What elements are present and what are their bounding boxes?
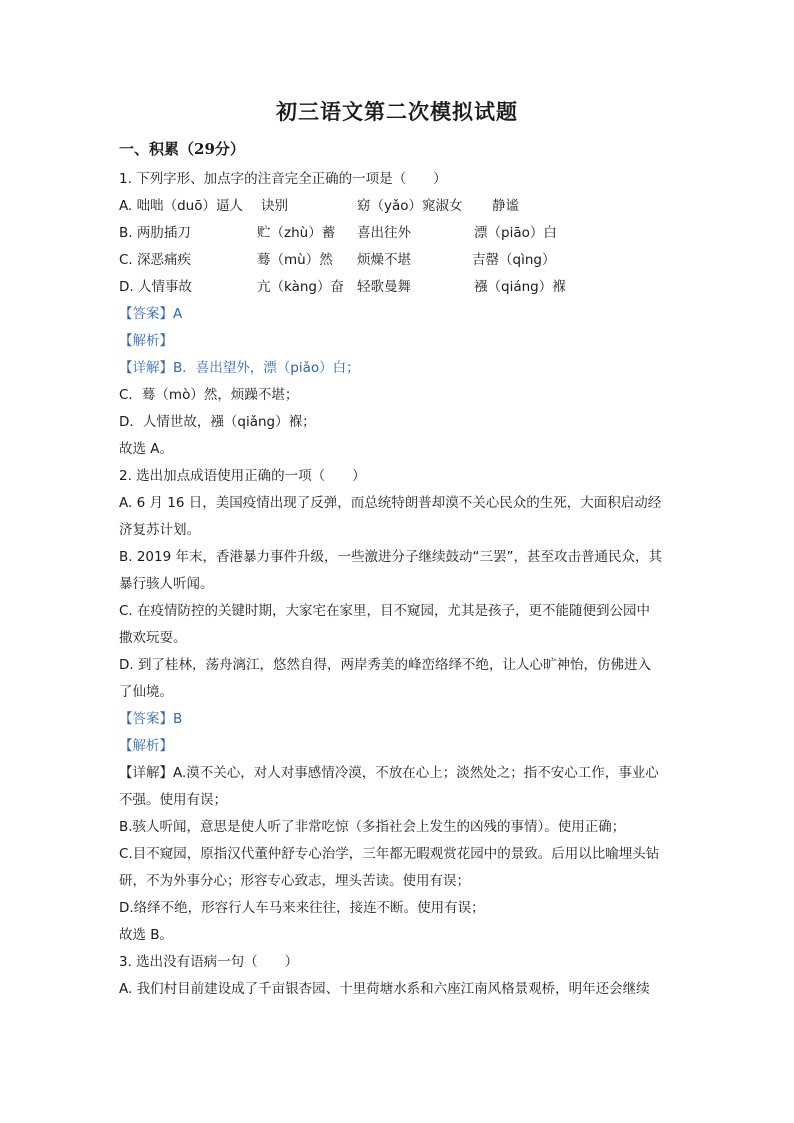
detail-line xyxy=(119,359,360,377)
option-line: A. 我们村目前建设成了千亩银杏园、十里荷塘水系和六座江南风格景观桥，明年还会继续 xyxy=(119,981,650,997)
detail-line: 故选 A。 xyxy=(119,441,174,457)
option-cell: 窈（yǎo）窕淑女 xyxy=(357,198,463,214)
detail-line: 不强。使用有误； xyxy=(119,792,227,808)
option-cell: 蓦（mù）然 xyxy=(257,252,333,268)
question-1-stem: 1. 下列字形、加点字的注音完全正确的一项是（ ） xyxy=(119,171,447,187)
detail-line: D．人情世故，襁（qiǎng）褓； xyxy=(119,414,316,430)
option-cell: A. 咄咄（duō）逼人 xyxy=(119,198,243,214)
detail-line: B.骇人听闻，意思是使人听了非常吃惊（多指社会上发生的凶残的事情）。使用正确； xyxy=(119,819,626,835)
detail-line: C.目不窥园，原指汉代董仲舒专心治学，三年都无暇观赏花园中的景致。后用以比喻埋头钻 xyxy=(119,846,660,862)
section-heading: 一、积累（29分） xyxy=(119,140,245,158)
detail-line: C．蓦（mò）然，烦躁不堪； xyxy=(119,387,299,403)
option-line: D. 到了桂林，荡舟漓江，悠然自得，两岸秀美的峰峦络绎不绝，让人心旷神怡，仿佛进入 xyxy=(119,657,651,673)
option-cell: B. 两肋插刀 xyxy=(119,225,191,241)
question-2-stem: 2. 选出加点成语使用正确的一项（ ） xyxy=(119,468,366,484)
option-line: A. 6 月 16 日，美国疫情出现了反弹，而总统特朗普却漠不关心民众的生死，大面积启动经 xyxy=(119,495,662,511)
detail-line: D.络绎不绝，形容行人车马来来往往，接连不断。使用有误； xyxy=(119,900,485,916)
option-line: B. 2019 年末，香港暴力事件升级，一些激进分子继续鼓动“三罢”，甚至攻击普通民众，其 xyxy=(119,549,662,565)
option-cell: 喜出往外 xyxy=(357,225,411,241)
question-3-stem: 3. 选出没有语病一句（ ） xyxy=(119,954,299,970)
option-cell: 漂（piāo）白 xyxy=(474,225,557,241)
page-title: 初三语文第二次模拟试题 xyxy=(276,99,518,124)
option-cell: 烦燥不堪 xyxy=(357,252,411,268)
answer-label: 【答案】A xyxy=(119,306,183,322)
analysis-label: 【解析】 xyxy=(119,738,173,754)
option-cell: 贮（zhù）蓄 xyxy=(257,225,336,241)
answer-label: 【答案】B xyxy=(119,711,183,727)
detail-line: 【详解】A.漠不关心，对人对事感情冷漠，不放在心上；淡然处之；指不安心工作，事业心 xyxy=(119,765,659,781)
option-cell: 诀别 xyxy=(261,198,288,214)
option-line: 撒欢玩耍。 xyxy=(119,630,187,646)
option-line: 济复苏计划。 xyxy=(119,522,200,538)
option-line: C. 在疫情防控的关键时期，大家宅在家里，目不窥园，尤其是孩子，更不能随便到公园中 xyxy=(119,603,651,619)
option-cell: C. 深恶痛疾 xyxy=(119,252,192,268)
option-cell: 轻歌曼舞 xyxy=(357,279,411,295)
detail-line: 故选 B。 xyxy=(119,927,174,943)
option-line: 暴行骇人听闻。 xyxy=(119,576,214,592)
detail-text: 【详解】B．喜出望外，漂（piǎo）白； xyxy=(119,360,360,376)
analysis-label: 【解析】 xyxy=(119,333,173,349)
option-cell: 静谧 xyxy=(492,198,519,214)
option-cell: 吉罄（qìng） xyxy=(472,252,556,268)
detail-line: 研，不为外事分心；形容专心致志，埋头苦读。使用有误； xyxy=(119,873,470,889)
option-line: 了仙境。 xyxy=(119,684,173,700)
option-cell: 襁（qiáng）褓 xyxy=(474,279,566,295)
option-cell: 亢（kàng）奋 xyxy=(257,279,344,295)
option-cell: D. 人情事故 xyxy=(119,279,192,295)
